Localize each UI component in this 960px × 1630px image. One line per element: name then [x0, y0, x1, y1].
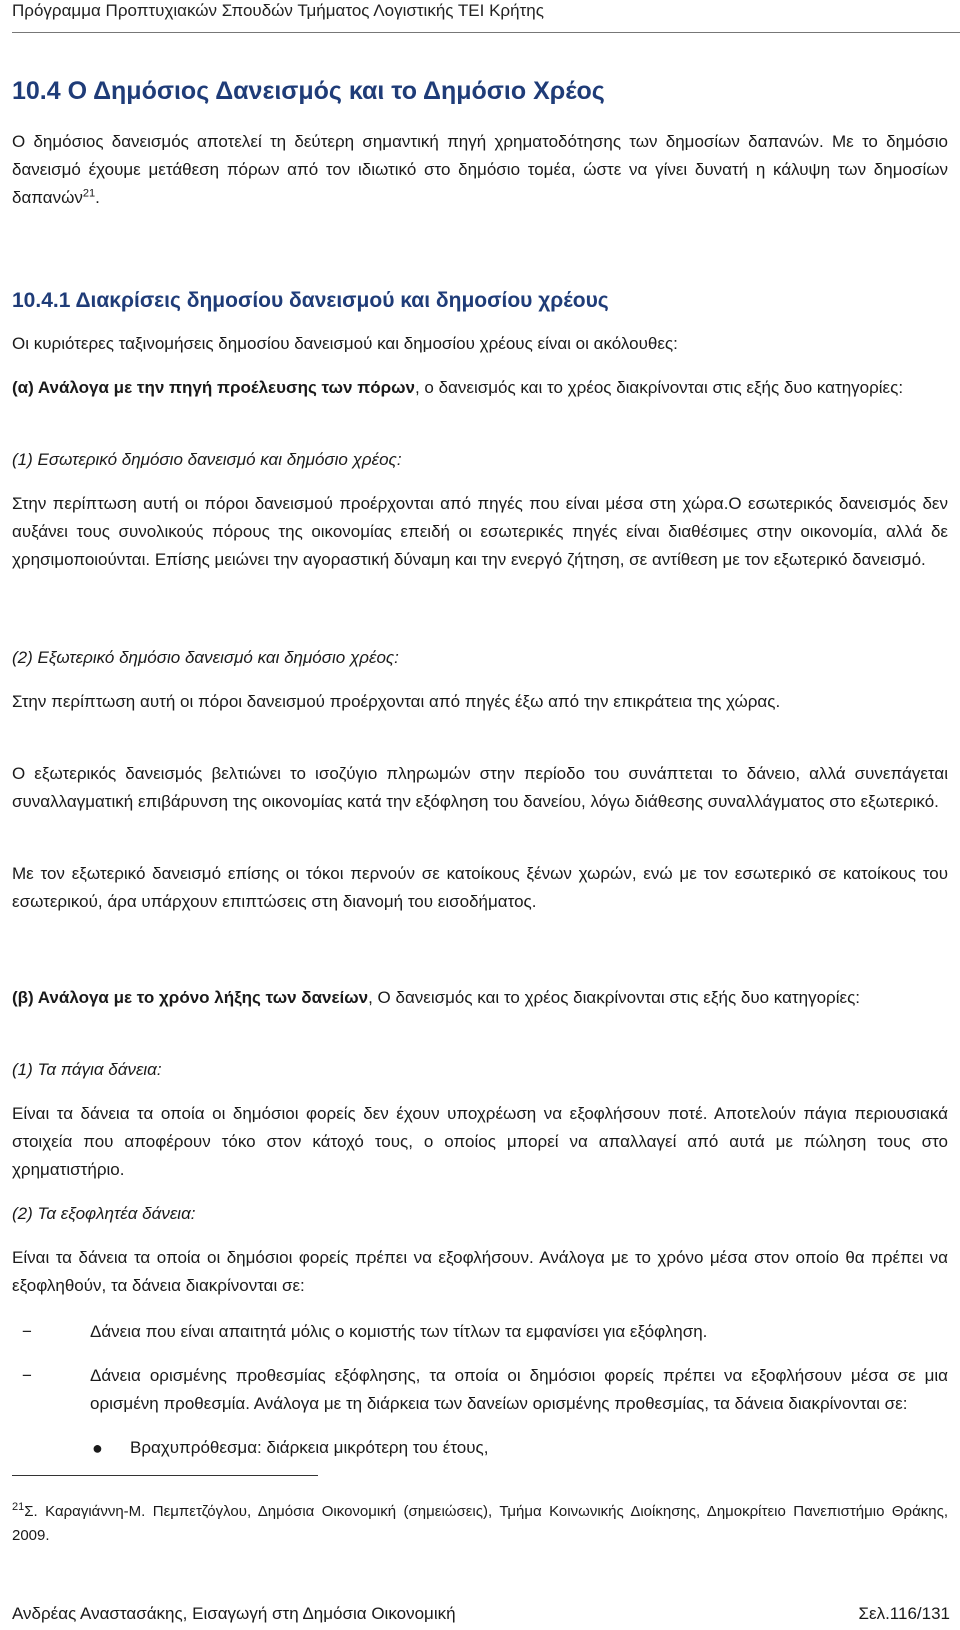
- footnote-number: 21: [12, 1501, 25, 1513]
- category-b-paragraph: [12, 984, 948, 1012]
- category-b1-heading: (1) Τα πάγια δάνεια:: [12, 1060, 162, 1079]
- section-intro-end: .: [95, 188, 100, 207]
- list-item: [12, 1318, 948, 1346]
- category-b-heading: (β) Ανάλογα με το χρόνο λήξης των δανείων: [12, 988, 369, 1007]
- category-a2-text-1: Στην περίπτωση αυτή οι πόροι δανεισμού προέρχονται από πηγές έξω από την επικράτεια της χώρας.: [12, 692, 781, 711]
- footer-page-number: Σελ.116/131: [858, 1604, 950, 1623]
- footnote-reference: 21: [82, 187, 96, 200]
- footnote-rule: [12, 1475, 318, 1476]
- section-intro-text: Ο δημόσιος δανεισμός αποτελεί τη δεύτερη σημαντική πηγή χρηματοδότησης των δημοσίων δαπανών. Με το δημόσιο δανεισμό έχουμε μετάθεση πόρων από τον ιδιωτικό στο δημόσιο τομέα, ώστε να γίνει δυνατή η κάλυψη των δημοσίων δαπανών: [12, 132, 948, 207]
- category-a2-text-3: Με τον εξωτερικό δανεισμό επίσης οι τόκοι περνούν σε κατοίκους ξένων χωρών, ενώ με τον εσωτερικό σε κατοίκους του εσωτερικού, άρα υπάρχουν επιπτώσεις στη διανομή του εισοδήματος.: [12, 864, 948, 911]
- category-b2-heading: (2) Τα εξοφλητέα δάνεια:: [12, 1204, 196, 1223]
- footnote: [12, 1500, 948, 1548]
- footnote-text: Σ. Καραγιάννη-Μ. Πεμπετζόγλου, Δημόσια Οικονομική (σημειώσεις), Τμήμα Κοινωνικής Διοίκησης, Δημοκρίτειο Πανεπιστήμιο Θράκης, 2009.: [12, 1503, 948, 1544]
- category-a1-heading: (1) Εσωτερικό δημόσιο δανεισμό και δημόσιο χρέος:: [12, 450, 402, 469]
- header-rule: [12, 32, 960, 33]
- category-b1-text: Είναι τα δάνεια τα οποία οι δημόσιοι φορείς δεν έχουν υποχρέωση να εξοφλήσουν ποτέ. Αποτελούν πάγια περιουσιακά στοιχεία που αποφέρουν τόκο στον κάτοχό τους, ο οποίος μπορεί να απαλλαγεί από αυτά με πώληση τους στο χρηματιστήριο.: [12, 1104, 948, 1179]
- dash-marker: −: [22, 1366, 32, 1385]
- subsection-lead: Οι κυριότερες ταξινομήσεις δημοσίου δανεισμού και δημοσίου χρέους είναι οι ακόλουθες:: [12, 334, 678, 353]
- running-header: Πρόγραμμα Προπτυχιακών Σπουδών Τμήματος Λογιστικής ΤΕΙ Κρήτης: [12, 1, 544, 20]
- subsection-title: 10.4.1 Διακρίσεις δημοσίου δανεισμού και δημοσίου χρέους: [12, 289, 609, 312]
- dash-marker: −: [22, 1322, 32, 1341]
- footer-author-title: Ανδρέας Αναστασάκης, Εισαγωγή στη Δημόσια Οικονομική: [12, 1604, 456, 1623]
- category-a2-text-2: Ο εξωτερικός δανεισμός βελτιώνει το ισοζύγιο πληρωμών στην περίοδο του συνάπτεται το δάνειο, αλλά συνεπάγεται συναλλαγματική επιβάρυνση της οικονομίας κατά την εξόφληση του δανείου, λόγω διάθεσης συναλλάγματος στο εξωτερικό.: [12, 764, 948, 811]
- bullet-item-text: Βραχυπρόθεσμα: διάρκεια μικρότερη του έτους,: [130, 1438, 489, 1457]
- list-item: [12, 1362, 948, 1418]
- category-a-paragraph: [12, 374, 948, 402]
- section-title: 10.4 Ο Δημόσιος Δανεισμός και το Δημόσιο Χρέος: [12, 77, 605, 105]
- category-b2-text: Είναι τα δάνεια τα οποία οι δημόσιοι φορείς πρέπει να εξοφλήσουν. Ανάλογα με το χρόνο μέσα στον οποίο θα πρέπει να εξοφληθούν, τα δάνεια διακρίνονται σε:: [12, 1248, 948, 1295]
- bullet-icon: ●: [92, 1438, 103, 1458]
- list-item-text: Δάνεια που είναι απαιτητά μόλις ο κομιστής των τίτλων τα εμφανίσει για εξόφληση.: [90, 1322, 708, 1341]
- category-a2-heading: (2) Εξωτερικό δημόσιο δανεισμό και δημόσιο χρέος:: [12, 648, 399, 667]
- list-item-text: Δάνεια ορισμένης προθεσμίας εξόφλησης, τα οποία οι δημόσιοι φορείς πρέπει να εξοφλήσουν μέσα σε μια ορισμένη προθεσμία. Ανάλογα με τη διάρκεια των δανείων ορισμένης προθεσμίας, τα δάνεια διακρίνονται σε:: [90, 1366, 948, 1413]
- category-a1-text: Στην περίπτωση αυτή οι πόροι δανεισμού προέρχονται από πηγές που είναι μέσα στη χώρα.Ο εσωτερικός δανεισμός δεν αυξάνει τους συνολικούς πόρους της οικονομίας επειδή οι εσωτερικές πηγές είναι διαθέσιμες στην οικονομία, αλλά δε χρησιμοποιούνται. Επίσης μειώνει την αγοραστική δύναμη και την ενεργό ζήτηση, σε αντίθεση με τον εξωτερικό δανεισμό.: [12, 494, 948, 569]
- bullet-list-item: [12, 1434, 948, 1462]
- category-b-text: , Ο δανεισμός και το χρέος διακρίνονται στις εξής δυο κατηγορίες:: [368, 988, 860, 1007]
- category-a-text: , ο δανεισμός και το χρέος διακρίνονται στις εξής δυο κατηγορίες:: [414, 378, 904, 397]
- category-a-heading: (α) Ανάλογα με την πηγή προέλευσης των πόρων: [12, 378, 415, 397]
- section-intro: [12, 128, 948, 212]
